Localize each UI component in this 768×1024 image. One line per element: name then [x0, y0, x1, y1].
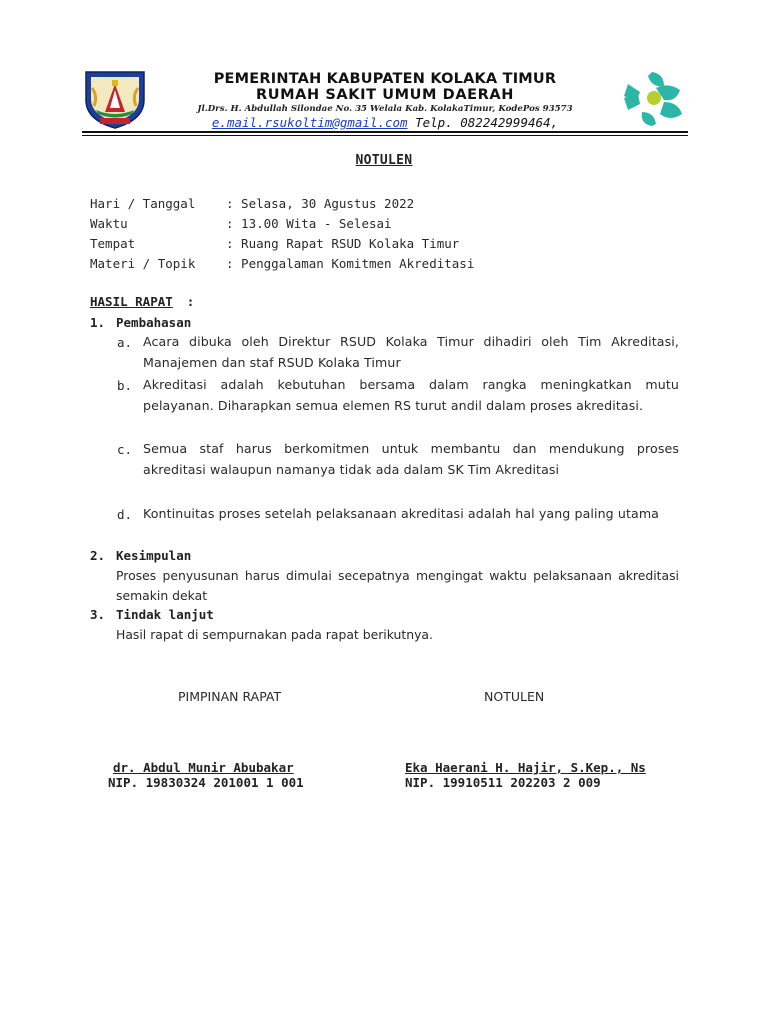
- document-title: NOTULEN: [355, 153, 413, 168]
- section-number: 3.: [90, 607, 106, 622]
- signature-nip-right: NIP. 19910511 202203 2 009: [405, 775, 601, 790]
- section-title-tindak-lanjut: Tindak lanjut: [116, 607, 214, 622]
- header-address: Jl.Drs. H. Abdullah Silondae No. 35 Welala Kab. KolakaTimur, KodePos 93573: [197, 104, 573, 114]
- info-value: : Ruang Rapat RSUD Kolaka Timur: [226, 236, 460, 251]
- email-link[interactable]: e.mail.rsukoltim@gmail.com: [211, 115, 408, 130]
- item-text: Kontinuitas proses setelah pelaksanaan akreditasi adalah hal yang paling utama: [143, 506, 660, 521]
- phone-text: Telp. 082242999464,: [407, 115, 559, 130]
- signature-name-left: dr. Abdul Munir Abubakar: [113, 760, 294, 775]
- ministry-health-logo-icon: [620, 68, 686, 130]
- header-hospital: RUMAH SAKIT UMUM DAERAH: [256, 87, 514, 103]
- section-title-pembahasan: Pembahasan: [116, 315, 192, 330]
- item-letter: a.: [117, 335, 133, 350]
- header-contact: [160, 115, 610, 130]
- section-number: 1.: [90, 315, 106, 330]
- hasil-rapat-heading: HASIL RAPAT :: [90, 294, 195, 309]
- info-row-date: [90, 196, 650, 214]
- signature-role-right: NOTULEN: [484, 689, 545, 704]
- section-text: Proses penyusunan harus dimulai secepatnya mengingat waktu pelaksanaan akreditasi semakin dekat: [116, 568, 679, 603]
- item-letter: b.: [117, 378, 133, 393]
- info-label: Waktu: [90, 216, 128, 231]
- signature-nip-left: NIP. 19830324 201001 1 001: [108, 775, 304, 790]
- header-rule-thin: [82, 135, 688, 136]
- section-number: 2.: [90, 548, 106, 563]
- info-row-topic: [90, 256, 650, 274]
- section-title-kesimpulan: Kesimpulan: [116, 548, 192, 563]
- section-text: Hasil rapat di sempurnakan pada rapat berikutnya.: [116, 627, 433, 642]
- info-label: Tempat: [90, 236, 136, 251]
- info-value: : 13.00 Wita - Selesai: [226, 216, 392, 231]
- header-rule-thick: [82, 131, 688, 133]
- info-label: Hari / Tanggal: [90, 196, 196, 211]
- item-text: Semua staf harus berkomitmen untuk membantu dan mendukung proses akreditasi walaupun namanya tidak ada dalam SK Tim Akreditasi: [143, 441, 679, 478]
- info-row-place: [90, 236, 650, 254]
- info-value: : Selasa, 30 Agustus 2022: [226, 196, 415, 211]
- signature-name-right: Eka Haerani H. Hajir, S.Kep., Ns: [405, 760, 646, 775]
- info-label: Materi / Topik: [90, 256, 196, 271]
- info-value: : Penggalaman Komitmen Akreditasi: [226, 256, 475, 271]
- signature-role-left: PIMPINAN RAPAT: [178, 689, 282, 704]
- header-government: PEMERINTAH KABUPATEN KOLAKA TIMUR: [213, 71, 557, 87]
- item-text: Acara dibuka oleh Direktur RSUD Kolaka Timur dihadiri oleh Tim Akreditasi, Manajemen dan staf RSUD Kolaka Timur: [143, 334, 679, 371]
- item-text: Akreditasi adalah kebutuhan bersama dalam rangka meningkatkan mutu pelayanan. Diharapkan semua elemen RS turut andil dalam proses akreditasi.: [143, 377, 679, 414]
- regency-crest-icon: [82, 66, 148, 130]
- item-letter: d.: [117, 507, 133, 522]
- info-row-time: [90, 216, 650, 234]
- item-letter: c.: [117, 442, 133, 457]
